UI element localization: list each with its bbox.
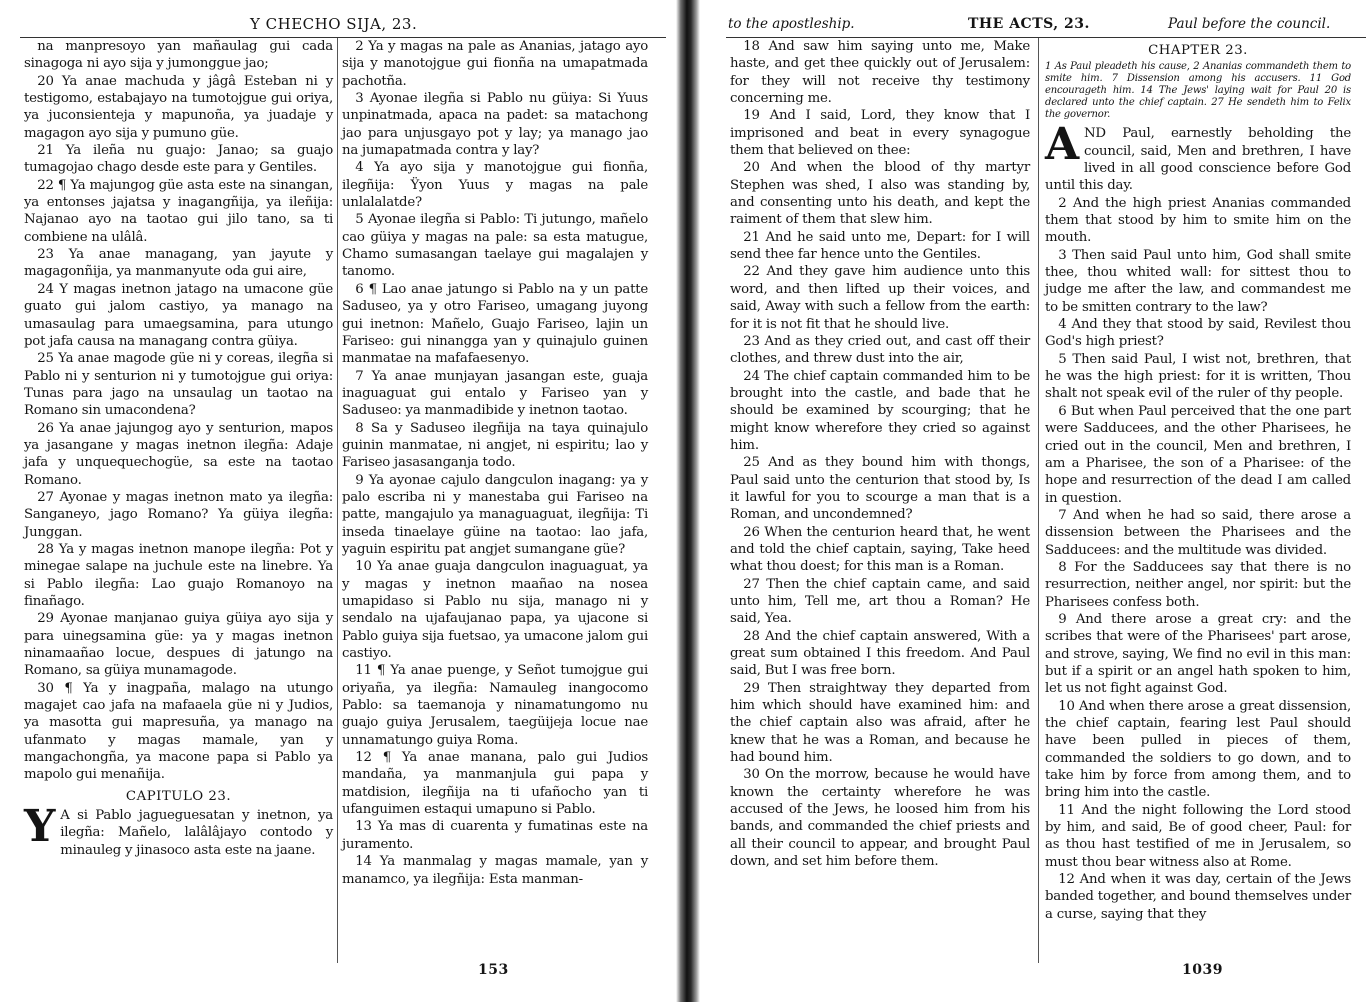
verse: 23 Ya anae managang, yan jayute y magagonñija, ya manmanyute oda gui aire, — [24, 247, 333, 280]
opening-verse-text: ND Paul, earnestly beholding the council, said, Men and brethren, I have lived in all good conscience before God until this day. — [1045, 126, 1351, 194]
right-header-left: to the apostleship. — [728, 16, 855, 32]
verse: 21 Ya ileña nu guajo: Janao; sa guajo tumagojao chago desde este para y Gentiles. — [24, 143, 333, 176]
left-column-2 — [342, 38, 648, 888]
verse: 21 And he said unto me, Depart: for I will send thee far hence unto the Gentiles. — [730, 229, 1030, 263]
verse: 24 Y magas inetnon jatago na umacone güe guato gui jalom castiyo, ya manago na umasaulag para umaegsamina, para utungo pot jafa causa na managang contra güiya. — [24, 281, 333, 349]
verse: 7 And when he had so said, there arose a dissension between the Pharisees and the Sadducees: and the multitude was divided. — [1045, 507, 1351, 558]
verse: 2 And the high priest Ananias commanded them that stood by him to smite him on the mouth. — [1045, 195, 1351, 246]
verse: 3 Ayonae ilegña si Pablo nu güiya: Si Yuus unpinatmada, apaca na padet: sa matachong jao para unjusgayo pot y lay; ya manago jao na jumapatmada contra y lay? — [342, 91, 648, 159]
verse: 18 And saw him saying unto me, Make haste, and get thee quickly out of Jerusalem: for they will not receive thy testimony concerning me. — [730, 39, 1030, 107]
chapter-opening-verse — [24, 801, 333, 859]
left-page — [0, 0, 676, 1002]
verse: 20 Ya anae machuda y jâgâ Esteban ni y testigomo, estabajayo na tumotojgue gui oriya, ya juconsienteja y mapunoña, ya juadaje y magagon ayo sija y pumuno güe. — [24, 73, 333, 141]
chapter-heading: CAPITULO 23. — [125, 788, 232, 804]
right-column-divider — [1038, 38, 1039, 963]
verse: 19 And I said, Lord, they know that I imprisoned and beat in every synagogue them that believed on thee: — [730, 108, 1030, 159]
verse: 27 Ayonae y magas inetnon mato ya ilegña: Sanganeyo, jago Romano? Ya güiya ilegña: Junggan. — [24, 489, 333, 540]
verse: 4 Ya ayo sija y manotojgue gui fionña, ilegñija: Ÿyon Yuus y magas na pale unlalalatde? — [342, 160, 648, 211]
right-page-number: 1039 — [1182, 962, 1223, 978]
verse: 30 ¶ Ya y inagpaña, malago na utungo magajet cao jafa na mafaaela güe ni y Judios, ya masotta gui mapresuña, ya manago na ufanmato y magas mamale, yan y mangachongña, ya macone papa si Pablo ya mapolo gui menañija. — [24, 680, 333, 783]
chapter-summary: 1 As Paul pleadeth his cause, 2 Ananias commandeth them to smite him. 7 Dissension among his accusers. 11 God encourageth him. 14 The Jews' laying wait for Paul 20 is declared unto the chief captain. 27 He sendeth him to Felix the governor. — [1045, 61, 1351, 120]
verse: 8 Sa y Saduseo ilegñija na taya quinajulo guinin manmatae, ni angjet, ni espiritu; lao y Fariseo jasasanganja todo. — [342, 420, 648, 471]
right-column-1 — [730, 38, 1030, 871]
verse: na manpresoyo yan mañaulag gui cada sinagoga ni ayo sija y jumonggue jao; — [24, 39, 333, 72]
left-column-1 — [24, 38, 333, 859]
left-running-header: Y CHECHO SIJA, 23. — [250, 15, 418, 33]
verse: 13 Ya mas di cuarenta y fumatinas este na juramento. — [342, 819, 648, 852]
verse: 11 And the night following the Lord stood by him, and said, Be of good cheer, Paul: for as thou hast testified of me in Jerusalem, so must thou bear witness also at Rome. — [1045, 802, 1351, 870]
drop-cap: A — [1045, 119, 1079, 171]
left-column-divider — [337, 38, 338, 963]
verse: 25 Ya anae magode güe ni y coreas, ilegña si Pablo ni y senturion ni y tumotojgue gui oriya: Tunas para jago na unsaulag un taotao na Romano sin umacondena? — [24, 351, 333, 419]
verse: 4 And they that stood by said, Revilest thou God's high priest? — [1045, 317, 1351, 350]
verse: 29 Ayonae manjanao guiya güiya ayo sija y para uinegsamina güe: ya y magas inetnon ninamaañao locue, despues di jatungo na Romano, sa güiya munamagode. — [24, 611, 333, 679]
verse: 26 When the centurion heard that, he went and told the chief captain, saying, Take heed what thou doest; for this man is a Roman. — [730, 524, 1030, 575]
book-gutter — [676, 0, 700, 1002]
verse: 10 Ya anae guaja dangculon inaguaguat, ya y magas y inetnon maañao na nosea umapidaso si Pablo nu sija, manago ni y sendalo na ujafaujanao papa, ya ujacone si Pablo guiya sija fuetsao, ya umacone jalom gui castiyo. — [342, 559, 648, 662]
verse: 28 Ya y magas inetnon manope ilegña: Pot y minegae salape na juchule este na linebre. Ya si Pablo ilegña: Lao guajo Romanoyo na finañago. — [24, 541, 333, 609]
verse: 14 Ya manmalag y magas mamale, yan y manamco, ya ilegñija: Esta manman- — [342, 854, 648, 887]
verse: 9 Ya ayonae cajulo dangculon inagang: ya y palo escriba ni y manestaba gui Fariseo na patte, mangajulo ya managuaguat, ilegñija: Ti inseda tinaelaye güine na taotao: lao jafa, yaguin espiritu pat angjet sumangane güe? — [342, 472, 648, 557]
right-page — [700, 0, 1372, 1002]
chapter-opening-verse — [1045, 119, 1351, 194]
right-header-right: Paul before the council. — [1168, 16, 1331, 32]
verse: 25 And as they bound him with thongs, Paul said unto the centurion that stood by, Is it lawful for you to scourge a man that is a Roman, and uncondemned? — [730, 455, 1030, 523]
verse: 24 The chief captain commanded him to be brought into the castle, and bade that he should be examined by scourging; that he might know wherefore they cried so against him. — [730, 368, 1030, 453]
verse: 22 ¶ Ya majungog güe asta este na sinangan, ya entonses jajatsa y inagangñija, ya ileñija: Najanao ayo na taotao gui jilo tano, sa ti combiene na ulâlâ. — [24, 177, 333, 245]
verse: 20 And when the blood of thy martyr Stephen was shed, I also was standing by, and consenting unto his death, and kept the raiment of them that slew him. — [730, 160, 1030, 228]
verse: 29 Then straightway they departed from him which should have examined him: and the chief captain also was afraid, after he knew that he was a Roman, and because he had bound him. — [730, 680, 1030, 766]
drop-cap: Y — [24, 801, 56, 853]
verse: 11 ¶ Ya anae puenge, y Señot tumojgue gui oriyaña, ya ilegña: Namauleg inangocomo Pablo: sa taemanoja y ninamatungomo nu guajo guiya Jerusalem, taegüijeja locue nae unnamatungo guiya Roma. — [342, 663, 648, 748]
verse: 9 And there arose a great cry: and the scribes that were of the Pharisees' part arose, and strove, saying, We find no evil in this man: but if a spirit or an angel hath spoken to him, let us not fight against God. — [1045, 611, 1351, 697]
verse: 2 Ya y magas na pale as Ananias, jatago ayo sija y manotojgue gui fionña na umapatmada pachotña. — [342, 39, 648, 89]
verse: 6 But when Paul perceived that the one part were Sadducees, and the other Pharisees, he cried out in the council, Men and brethren, I am a Pharisee, the son of a Pharisee: of the hope and resurrection of the dead I am called in question. — [1045, 403, 1351, 506]
left-page-number: 153 — [478, 962, 509, 978]
verse: 8 For the Sadducees say that there is no resurrection, neither angel, nor spirit: but the Pharisees confess both. — [1045, 559, 1351, 610]
verse: 5 Ayonae ilegña si Pablo: Ti jutungo, mañelo cao güiya y magas na pale: sa esta matugue, Chamo sumasangan taelaye gui magalajen y tanomo. — [342, 212, 648, 280]
verse: 22 And they gave him audience unto this word, and then lifted up their voices, and said, Away with such a fellow from the earth: for it is not fit that he should live. — [730, 264, 1030, 332]
chapter-heading: CHAPTER 23. — [1148, 43, 1248, 58]
verse: 23 And as they cried out, and cast off their clothes, and threw dust into the air, — [730, 333, 1030, 367]
verse: 28 And the chief captain answered, With a great sum obtained I this freedom. And Paul said, But I was free born. — [730, 628, 1030, 679]
verse: 6 ¶ Lao anae jatungo si Pablo na y un patte Saduseo, ya y otro Fariseo, umagang juyong gui inetnon: Mañelo, Guajo Fariseo, lajin un Fariseo: gui ninangga yan y quinajulo guinen manmatae na mafafaesenyo. — [342, 281, 648, 367]
verse: 12 ¶ Ya anae manana, palo gui Judios mandaña, ya manmanjula gui papa y matdision, ilegñija na ti ufañocho yan ti ufanguimen estaqui umapuno si Pablo. — [342, 750, 648, 818]
verse: 3 Then said Paul unto him, God shall smite thee, thou whited wall: for sittest thou to judge me after the law, and commandest me to be smitten contrary to the law? — [1045, 247, 1351, 315]
right-running-header: THE ACTS, 23. — [968, 16, 1090, 32]
verse: 30 On the morrow, because he would have known the certainty wherefore he was accused of the Jews, he loosed him from his bands, and commanded the chief priests and all their council to appear, and brought Paul down, and set him before them. — [730, 767, 1030, 870]
verse: 5 Then said Paul, I wist not, brethren, that he was the high priest: for it is written, Thou shalt not speak evil of the ruler of thy people. — [1045, 351, 1351, 402]
opening-verse-text: A si Pablo jagueguesatan y inetnon, ya ilegña: Mañelo, lalâlâjayo contodo y minauleg y jinasoco asta este na jaane. — [60, 808, 333, 858]
verse: 7 Ya anae munjayan jasangan este, guaja inaguaguat gui entalo y Fariseo yan y Saduseo: ya manmadibide y inetnon taotao. — [342, 368, 648, 419]
verse: 12 And when it was day, certain of the Jews banded together, and bound themselves under a curse, saying that they — [1045, 872, 1351, 922]
right-column-2 — [1045, 38, 1351, 923]
verse: 27 Then the chief captain came, and said unto him, Tell me, art thou a Roman? He said, Yea. — [730, 576, 1030, 627]
verse: 10 And when there arose a great dissension, the chief captain, fearing lest Paul should have been pulled in pieces of them, commanded the soldiers to go down, and to take him by force from among them, and to bring him into the castle. — [1045, 698, 1351, 801]
verse: 26 Ya anae jajungog ayo y senturion, mapos ya jasangane y magas inetnon ilegña: Adaje jafa y unquequechogüe, sa este na taotao Romano. — [24, 420, 333, 488]
